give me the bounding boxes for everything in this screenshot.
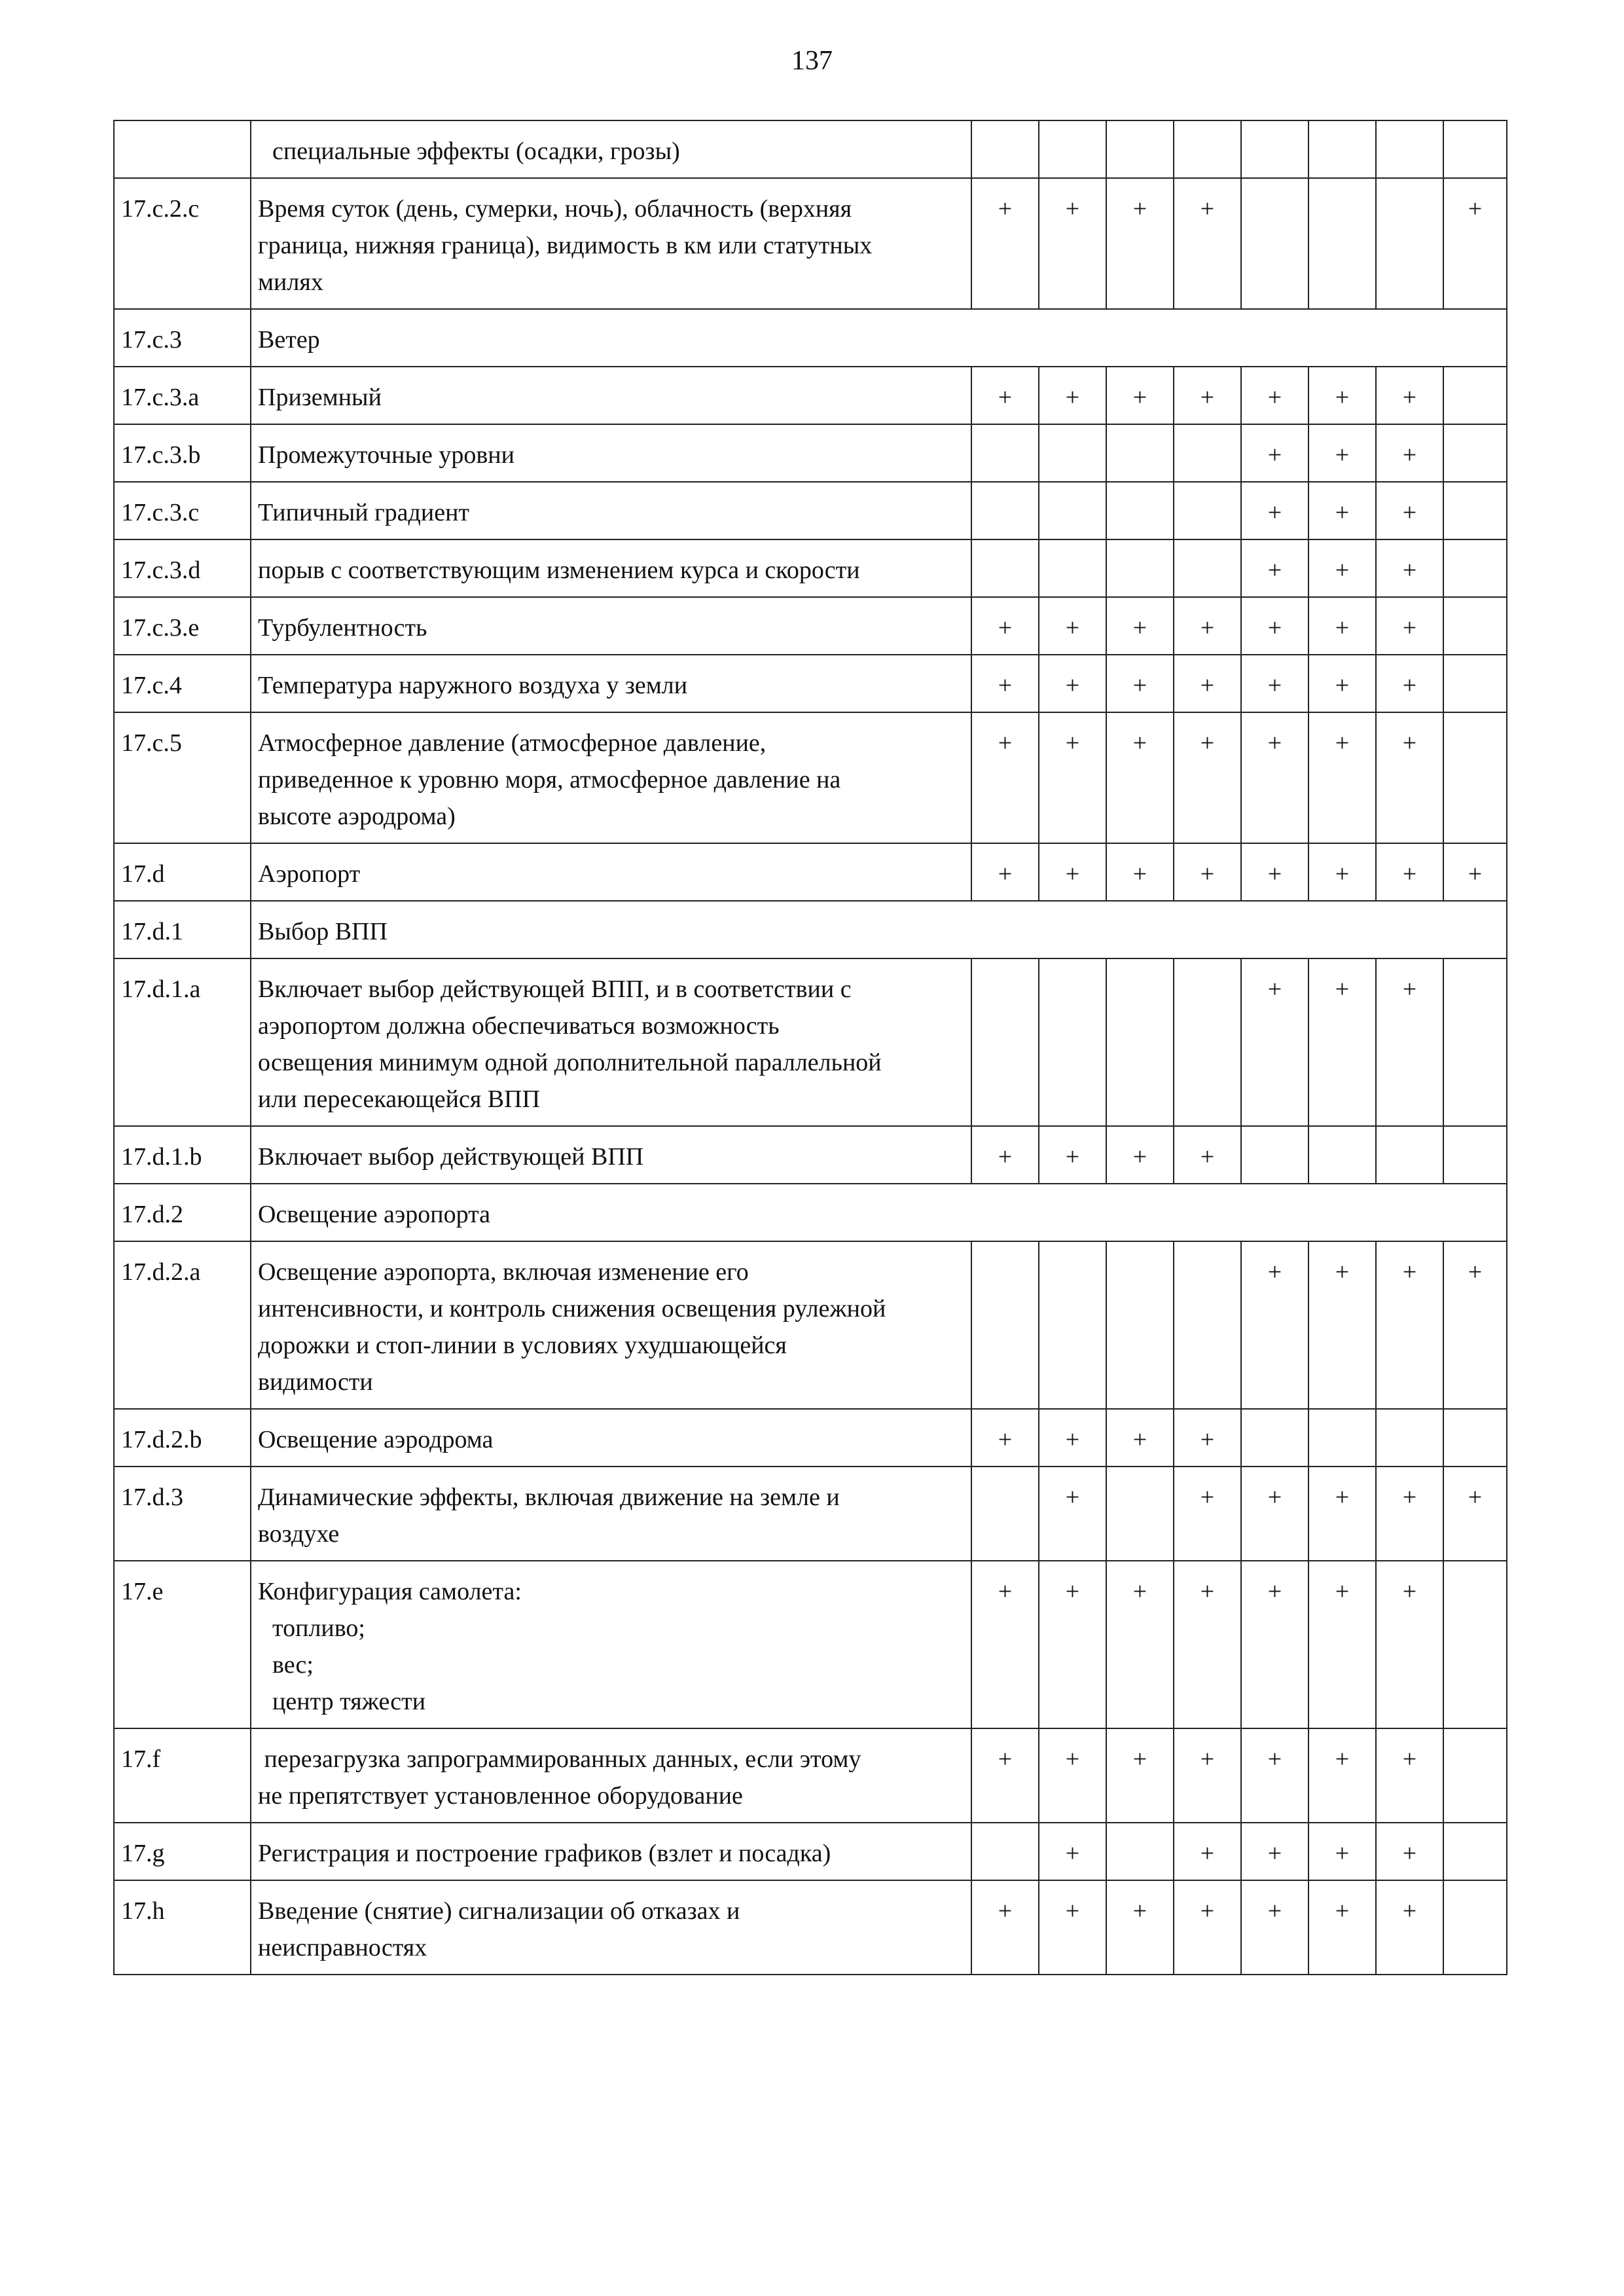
mark-cell-level-2: + [1039,367,1106,424]
row-description-cell [251,424,971,482]
mark-cell-level-8 [1443,655,1507,712]
table-row [114,1241,1507,1409]
description-line: интенсивности, и контроль снижения освещения рулежной [258,1295,886,1322]
mark-cell-level-5: + [1241,655,1308,712]
table-row [114,482,1507,539]
table-row [114,655,1507,712]
row-code-cell: 17.c.2.c [114,178,251,309]
mark-cell-level-2 [1039,120,1106,178]
mark-cell-level-1: + [971,1409,1039,1467]
table-row [114,1184,1507,1241]
mark-cell-level-3: + [1106,1561,1174,1728]
description-line: Аэропорт [258,860,361,888]
table-row [114,1467,1507,1561]
mark-cell-level-2: + [1039,712,1106,843]
row-code-cell: 17.c.3.e [114,597,251,655]
mark-cell-level-4: + [1174,367,1241,424]
row-code-cell: 17.d.1.b [114,1126,251,1184]
row-description-cell [251,178,971,309]
row-description-cell [251,597,971,655]
mark-cell-level-2 [1039,482,1106,539]
mark-cell-level-3 [1106,482,1174,539]
mark-cell-level-8 [1443,482,1507,539]
description-line: Ветер [258,326,320,354]
mark-cell-level-6: + [1308,712,1376,843]
mark-cell-level-5 [1241,120,1308,178]
description-line: топливо; [272,1614,365,1642]
mark-cell-level-7: + [1376,1823,1443,1880]
mark-cell-level-5 [1241,1126,1308,1184]
mark-cell-level-8: + [1443,178,1507,309]
row-description-cell [251,1823,971,1880]
mark-cell-level-2: + [1039,1728,1106,1823]
mark-cell-level-1 [971,482,1039,539]
mark-cell-level-4: + [1174,1126,1241,1184]
row-code-cell: 17.e [114,1561,251,1728]
mark-cell-level-7 [1376,1126,1443,1184]
mark-cell-level-7: + [1376,1561,1443,1728]
row-code-cell: 17.g [114,1823,251,1880]
row-code-cell: 17.d.2 [114,1184,251,1241]
mark-cell-level-3: + [1106,597,1174,655]
row-code-cell: 17.d [114,843,251,901]
row-description-cell [251,367,971,424]
description-line: порыв с соответствующим изменением курса и скорости [258,556,860,584]
description-line: центр тяжести [272,1688,426,1715]
description-line: специальные эффекты (осадки, грозы) [272,137,680,165]
mark-cell-level-5 [1241,1409,1308,1467]
mark-cell-level-1: + [971,1880,1039,1975]
mark-cell-level-7: + [1376,655,1443,712]
mark-cell-level-7: + [1376,1467,1443,1561]
row-code-cell: 17.f [114,1728,251,1823]
mark-cell-level-1 [971,424,1039,482]
mark-cell-level-6: + [1308,1241,1376,1409]
mark-cell-level-8: + [1443,1241,1507,1409]
description-line: Включает выбор действующей ВПП [258,1143,644,1171]
mark-cell-level-1: + [971,1728,1039,1823]
mark-cell-level-1 [971,1241,1039,1409]
mark-cell-level-5: + [1241,1241,1308,1409]
mark-cell-level-5: + [1241,1467,1308,1561]
description-line: или пересекающейся ВПП [258,1085,541,1113]
mark-cell-level-8 [1443,539,1507,597]
mark-cell-level-7: + [1376,843,1443,901]
row-code-cell: 17.c.3.d [114,539,251,597]
mark-cell-level-2: + [1039,597,1106,655]
mark-cell-level-6: + [1308,1467,1376,1561]
mark-cell-level-5: + [1241,1728,1308,1823]
description-line: Освещение аэропорта [258,1201,491,1228]
mark-cell-level-3: + [1106,1126,1174,1184]
table-row [114,1728,1507,1823]
mark-cell-level-4: + [1174,178,1241,309]
mark-cell-level-3 [1106,1823,1174,1880]
row-code-cell: 17.d.2.a [114,1241,251,1409]
mark-cell-level-1 [971,1823,1039,1880]
description-line: Турбулентность [258,614,427,642]
mark-cell-level-5: + [1241,539,1308,597]
mark-cell-level-1 [971,1467,1039,1561]
mark-cell-level-7: + [1376,539,1443,597]
mark-cell-level-8 [1443,120,1507,178]
table-row [114,958,1507,1126]
row-code-cell: 17.d.1 [114,901,251,958]
row-code-cell: 17.c.3 [114,309,251,367]
mark-cell-level-4 [1174,539,1241,597]
mark-cell-level-4: + [1174,1561,1241,1728]
row-code-cell [114,120,251,178]
table-row [114,597,1507,655]
mark-cell-level-1 [971,958,1039,1126]
mark-cell-level-4: + [1174,1409,1241,1467]
description-line: приведенное к уровню моря, атмосферное давление на [258,766,841,793]
mark-cell-level-5: + [1241,1561,1308,1728]
mark-cell-level-3: + [1106,367,1174,424]
mark-cell-level-1: + [971,597,1039,655]
mark-cell-level-4: + [1174,1728,1241,1823]
table-row [114,120,1507,178]
mark-cell-level-8 [1443,424,1507,482]
description-line: Температура наружного воздуха у земли [258,672,688,699]
mark-cell-level-6: + [1308,843,1376,901]
row-description-cell [251,482,971,539]
mark-cell-level-4: + [1174,1467,1241,1561]
row-code-cell: 17.c.5 [114,712,251,843]
mark-cell-level-7: + [1376,712,1443,843]
mark-cell-level-5: + [1241,424,1308,482]
row-description-cell [251,309,1507,367]
description-line: Атмосферное давление (атмосферное давление, [258,729,767,757]
table-body [114,120,1507,1975]
mark-cell-level-8 [1443,1126,1507,1184]
mark-cell-level-2: + [1039,1823,1106,1880]
mark-cell-level-5: + [1241,597,1308,655]
mark-cell-level-4: + [1174,712,1241,843]
mark-cell-level-8: + [1443,1467,1507,1561]
row-code-cell: 17.d.2.b [114,1409,251,1467]
mark-cell-level-3 [1106,120,1174,178]
mark-cell-level-2: + [1039,1409,1106,1467]
mark-cell-level-6: + [1308,482,1376,539]
mark-cell-level-7: + [1376,1728,1443,1823]
mark-cell-level-6: + [1308,367,1376,424]
mark-cell-level-6: + [1308,1561,1376,1728]
mark-cell-level-2: + [1039,1126,1106,1184]
mark-cell-level-8 [1443,1561,1507,1728]
mark-cell-level-1 [971,120,1039,178]
row-code-cell: 17.h [114,1880,251,1975]
description-line: видимости [258,1368,373,1396]
mark-cell-level-6: + [1308,597,1376,655]
description-line: Регистрация и построение графиков (взлет и посадка) [258,1840,831,1867]
mark-cell-level-6: + [1308,1728,1376,1823]
mark-cell-level-6: + [1308,1823,1376,1880]
mark-cell-level-8 [1443,1728,1507,1823]
mark-cell-level-3: + [1106,178,1174,309]
description-line: дорожки и стоп-линии в условиях ухудшающейся [258,1332,787,1359]
mark-cell-level-2: + [1039,655,1106,712]
mark-cell-level-1: + [971,655,1039,712]
mark-cell-level-3 [1106,958,1174,1126]
description-line: Включает выбор действующей ВПП, и в соответствии с [258,975,852,1003]
mark-cell-level-5 [1241,178,1308,309]
row-code-cell: 17.d.3 [114,1467,251,1561]
mark-cell-level-6 [1308,120,1376,178]
description-line: вес; [272,1651,314,1679]
mark-cell-level-7: + [1376,958,1443,1126]
mark-cell-level-3 [1106,1467,1174,1561]
mark-cell-level-2 [1039,424,1106,482]
mark-cell-level-6 [1308,1126,1376,1184]
mark-cell-level-5: + [1241,843,1308,901]
mark-cell-level-3 [1106,424,1174,482]
mark-cell-level-5: + [1241,482,1308,539]
mark-cell-level-8 [1443,712,1507,843]
table-row [114,309,1507,367]
mark-cell-level-7: + [1376,424,1443,482]
mark-cell-level-8 [1443,1880,1507,1975]
description-line: Время суток (день, сумерки, ночь), облачность (верхняя [258,195,852,223]
mark-cell-level-1: + [971,712,1039,843]
description-line: перезагрузка запрограммированных данных, если этому [258,1745,861,1773]
table-row [114,843,1507,901]
row-code-cell: 17.c.4 [114,655,251,712]
row-description-cell [251,901,1507,958]
row-code-cell: 17.d.1.a [114,958,251,1126]
page-number: 137 [791,46,833,76]
row-description-cell [251,1467,971,1561]
mark-cell-level-7 [1376,178,1443,309]
row-description-cell [251,1728,971,1823]
description-line: милях [258,268,323,296]
table-row [114,424,1507,482]
mark-cell-level-5: + [1241,367,1308,424]
row-description-cell [251,120,971,178]
table-row [114,178,1507,309]
mark-cell-level-2: + [1039,1880,1106,1975]
description-line: Освещение аэропорта, включая изменение его [258,1258,749,1286]
row-description-cell [251,958,971,1126]
mark-cell-level-4: + [1174,597,1241,655]
mark-cell-level-1: + [971,1561,1039,1728]
mark-cell-level-8 [1443,367,1507,424]
mark-cell-level-7 [1376,1409,1443,1467]
mark-cell-level-1: + [971,367,1039,424]
mark-cell-level-2: + [1039,1467,1106,1561]
mark-cell-level-8 [1443,958,1507,1126]
mark-cell-level-6: + [1308,539,1376,597]
mark-cell-level-5: + [1241,1823,1308,1880]
mark-cell-level-2: + [1039,178,1106,309]
description-line: Промежуточные уровни [258,441,514,469]
mark-cell-level-7: + [1376,367,1443,424]
mark-cell-level-4: + [1174,1880,1241,1975]
row-description-cell [251,1880,971,1975]
mark-cell-level-7: + [1376,1880,1443,1975]
mark-cell-level-4 [1174,958,1241,1126]
mark-cell-level-6 [1308,1409,1376,1467]
table-row [114,1126,1507,1184]
row-description-cell [251,843,971,901]
mark-cell-level-4 [1174,120,1241,178]
row-description-cell [251,712,971,843]
description-line: освещения минимум одной дополнительной параллельной [258,1049,882,1076]
mark-cell-level-8 [1443,597,1507,655]
mark-cell-level-3 [1106,1241,1174,1409]
row-description-cell [251,1126,971,1184]
mark-cell-level-7: + [1376,1241,1443,1409]
row-description-cell [251,1241,971,1409]
mark-cell-level-6: + [1308,655,1376,712]
description-line: Динамические эффекты, включая движение на земле и [258,1484,840,1511]
mark-cell-level-6: + [1308,958,1376,1126]
mark-cell-level-7 [1376,120,1443,178]
description-line: Типичный градиент [258,499,470,526]
mark-cell-level-4 [1174,424,1241,482]
description-line: Освещение аэродрома [258,1426,494,1453]
mark-cell-level-7: + [1376,482,1443,539]
mark-cell-level-3: + [1106,843,1174,901]
mark-cell-level-1: + [971,843,1039,901]
table-row [114,1561,1507,1728]
mark-cell-level-6: + [1308,1880,1376,1975]
description-line: аэропортом должна обеспечиваться возможность [258,1012,780,1040]
table-row [114,1823,1507,1880]
description-line: не препятствует установленное оборудование [258,1782,743,1810]
row-code-cell: 17.c.3.b [114,424,251,482]
mark-cell-level-5: + [1241,958,1308,1126]
table-row [114,1880,1507,1975]
mark-cell-level-3: + [1106,712,1174,843]
mark-cell-level-1: + [971,178,1039,309]
mark-cell-level-2: + [1039,843,1106,901]
mark-cell-level-6 [1308,178,1376,309]
mark-cell-level-7: + [1376,597,1443,655]
mark-cell-level-4: + [1174,1823,1241,1880]
row-description-cell [251,1409,971,1467]
mark-cell-level-1: + [971,1126,1039,1184]
mark-cell-level-6: + [1308,424,1376,482]
mark-cell-level-2: + [1039,1561,1106,1728]
mark-cell-level-3: + [1106,1409,1174,1467]
mark-cell-level-4: + [1174,655,1241,712]
table-row [114,712,1507,843]
mark-cell-level-4 [1174,482,1241,539]
row-code-cell: 17.c.3.c [114,482,251,539]
description-line: неисправностях [258,1934,427,1961]
mark-cell-level-2 [1039,958,1106,1126]
requirements-table [113,120,1507,1975]
mark-cell-level-8: + [1443,843,1507,901]
mark-cell-level-2 [1039,539,1106,597]
description-line: Введение (снятие) сигнализации об отказах и [258,1897,740,1925]
row-description-cell [251,1184,1507,1241]
table-row [114,539,1507,597]
mark-cell-level-2 [1039,1241,1106,1409]
mark-cell-level-8 [1443,1823,1507,1880]
description-line: Конфигурация самолета: [258,1578,522,1605]
row-description-cell [251,539,971,597]
table-row [114,901,1507,958]
description-line: Выбор ВПП [258,918,388,945]
table-row [114,1409,1507,1467]
description-line: Приземный [258,384,382,411]
mark-cell-level-5: + [1241,712,1308,843]
description-line: высоте аэродрома) [258,803,456,830]
mark-cell-level-4 [1174,1241,1241,1409]
row-description-cell [251,655,971,712]
row-description-cell [251,1561,971,1728]
mark-cell-level-3: + [1106,655,1174,712]
mark-cell-level-8 [1443,1409,1507,1467]
mark-cell-level-3: + [1106,1880,1174,1975]
row-code-cell: 17.c.3.a [114,367,251,424]
table-row [114,367,1507,424]
description-line: воздухе [258,1520,340,1548]
mark-cell-level-4: + [1174,843,1241,901]
description-line: граница, нижняя граница), видимость в км или статутных [258,232,873,259]
mark-cell-level-3 [1106,539,1174,597]
mark-cell-level-1 [971,539,1039,597]
mark-cell-level-3: + [1106,1728,1174,1823]
mark-cell-level-5: + [1241,1880,1308,1975]
